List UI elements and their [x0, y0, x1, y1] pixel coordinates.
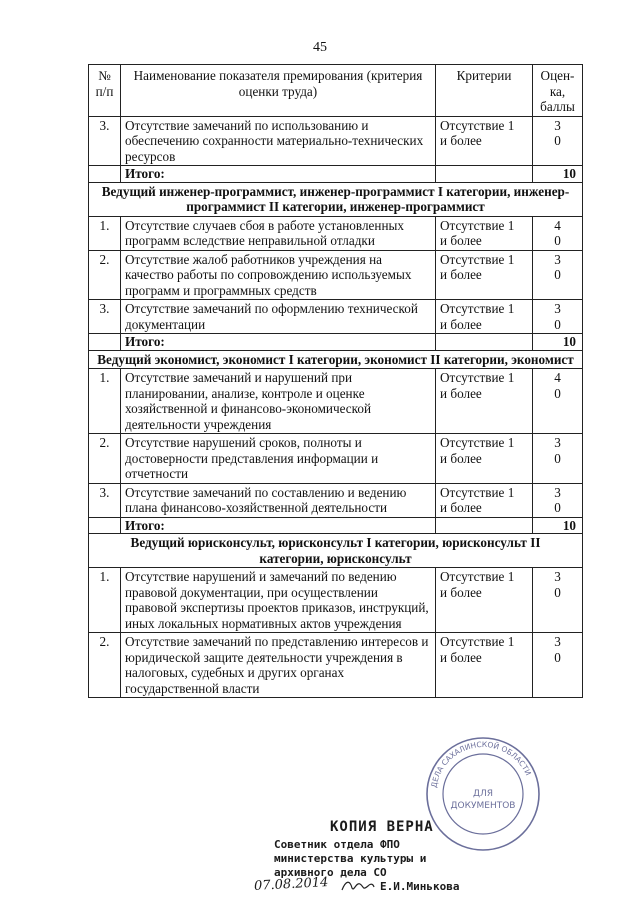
table-row: [89, 568, 583, 633]
row-score: 3 0: [533, 568, 583, 633]
row-num: 2.: [89, 250, 121, 300]
section-title-row: [89, 534, 583, 568]
section-title-row: [89, 350, 583, 369]
row-score: 4 0: [533, 216, 583, 250]
table-row: [89, 300, 583, 334]
row-num: 1.: [89, 568, 121, 633]
header-name: Наименование показателя премирования (критерия оценки труда): [121, 65, 436, 117]
total-label: Итого:: [121, 517, 436, 534]
certification-position: Советник отдела ФПО: [274, 838, 400, 851]
row-num: 3.: [89, 300, 121, 334]
official-seal-stamp: [425, 736, 541, 852]
stamp-center-line2: ДОКУМЕНТОВ: [450, 801, 516, 811]
row-num: 1.: [89, 216, 121, 250]
row-num: 3.: [89, 116, 121, 166]
row-num: 2.: [89, 633, 121, 698]
row-criteria: Отсутствие 1 и более: [436, 250, 533, 300]
bonus-criteria-table: [88, 64, 583, 698]
row-criteria: Отсутствие 1 и более: [436, 568, 533, 633]
certification-department: архивного дела СО: [274, 866, 387, 879]
section-title: Ведущий экономист, экономист I категории, экономист II категории, экономист: [89, 350, 583, 369]
row-criteria: Отсутствие 1 и более: [436, 483, 533, 517]
row-score: 3 0: [533, 483, 583, 517]
row-score: 3 0: [533, 250, 583, 300]
handwritten-signature: [340, 878, 376, 894]
table-header-row: [89, 65, 583, 117]
header-criteria: Критерии: [436, 65, 533, 117]
total-value: 10: [533, 166, 583, 183]
section-title: Ведущий юрисконсульт, юрисконсульт I категории, юрисконсульт II категории, юрисконсульт: [89, 534, 583, 568]
row-name: Отсутствие случаев сбоя в работе установленных программ вследствие неправильной отладки: [121, 216, 436, 250]
total-value: 10: [533, 334, 583, 351]
row-name: Отсутствие нарушений и замечаний по ведению правовой документации, при осуществлении правовой экспертизы проектов приказов, инструкций, иных локальных нормативных актов учреждения: [121, 568, 436, 633]
table-row: [89, 116, 583, 166]
row-criteria: Отсутствие 1 и более: [436, 216, 533, 250]
total-label: Итого:: [121, 334, 436, 351]
row-criteria: Отсутствие 1 и более: [436, 434, 533, 484]
certification-title: КОПИЯ ВЕРНА: [330, 819, 434, 835]
row-name: Отсутствие замечаний по представлению интересов и юридической защите деятельности учреждения в налоговых, судебных и других органах государственной власти: [121, 633, 436, 698]
table-row: [89, 216, 583, 250]
row-score: 3 0: [533, 300, 583, 334]
row-criteria: Отсутствие 1 и более: [436, 369, 533, 434]
row-num: 2.: [89, 434, 121, 484]
page-number: 45: [313, 40, 327, 55]
header-score: Оцен-ка, баллы: [533, 65, 583, 117]
total-value: 10: [533, 517, 583, 534]
total-row: [89, 517, 583, 534]
row-name: Отсутствие жалоб работников учреждения на качество работы по сопровождению используемых программ и программных средств: [121, 250, 436, 300]
row-name: Отсутствие замечаний по использованию и обеспечению сохранности материально-технических ресурсов: [121, 116, 436, 166]
total-label: Итого:: [121, 166, 436, 183]
row-name: Отсутствие замечаний и нарушений при планировании, анализе, контроле и оценке хозяйственной и финансово-экономической деятельности учреждения: [121, 369, 436, 434]
table-row: [89, 369, 583, 434]
table-row: [89, 434, 583, 484]
row-score: 4 0: [533, 369, 583, 434]
row-name: Отсутствие замечаний по составлению и ведению плана финансово-хозяйственной деятельности: [121, 483, 436, 517]
row-name: Отсутствие замечаний по оформлению технической документации: [121, 300, 436, 334]
row-score: 3 0: [533, 633, 583, 698]
stamp-ring-text: ДЕЛА САХАЛИНСКОЙ ОБЛАСТИ: [429, 739, 533, 789]
row-criteria: Отсутствие 1 и более: [436, 633, 533, 698]
section-title: Ведущий инженер-программист, инженер-программист I категории, инженер-программист II категории, инженер-программист: [89, 182, 583, 216]
header-num: № п/п: [89, 65, 121, 117]
row-criteria: Отсутствие 1 и более: [436, 116, 533, 166]
table-row: [89, 633, 583, 698]
total-row: [89, 334, 583, 351]
table-row: [89, 250, 583, 300]
table-row: [89, 483, 583, 517]
row-score: 3 0: [533, 434, 583, 484]
row-criteria: Отсутствие 1 и более: [436, 300, 533, 334]
row-num: 3.: [89, 483, 121, 517]
certification-ministry: министерства культуры и: [274, 852, 427, 865]
certification-signer-name: Е.И.Минькова: [380, 880, 460, 893]
row-score: 3 0: [533, 116, 583, 166]
certification-date: 07.08.2014: [253, 875, 329, 894]
stamp-center-line1: ДЛЯ: [472, 789, 494, 799]
row-num: 1.: [89, 369, 121, 434]
section-title-row: [89, 182, 583, 216]
row-name: Отсутствие нарушений сроков, полноты и достоверности представления информации и отчетности: [121, 434, 436, 484]
total-row: [89, 166, 583, 183]
